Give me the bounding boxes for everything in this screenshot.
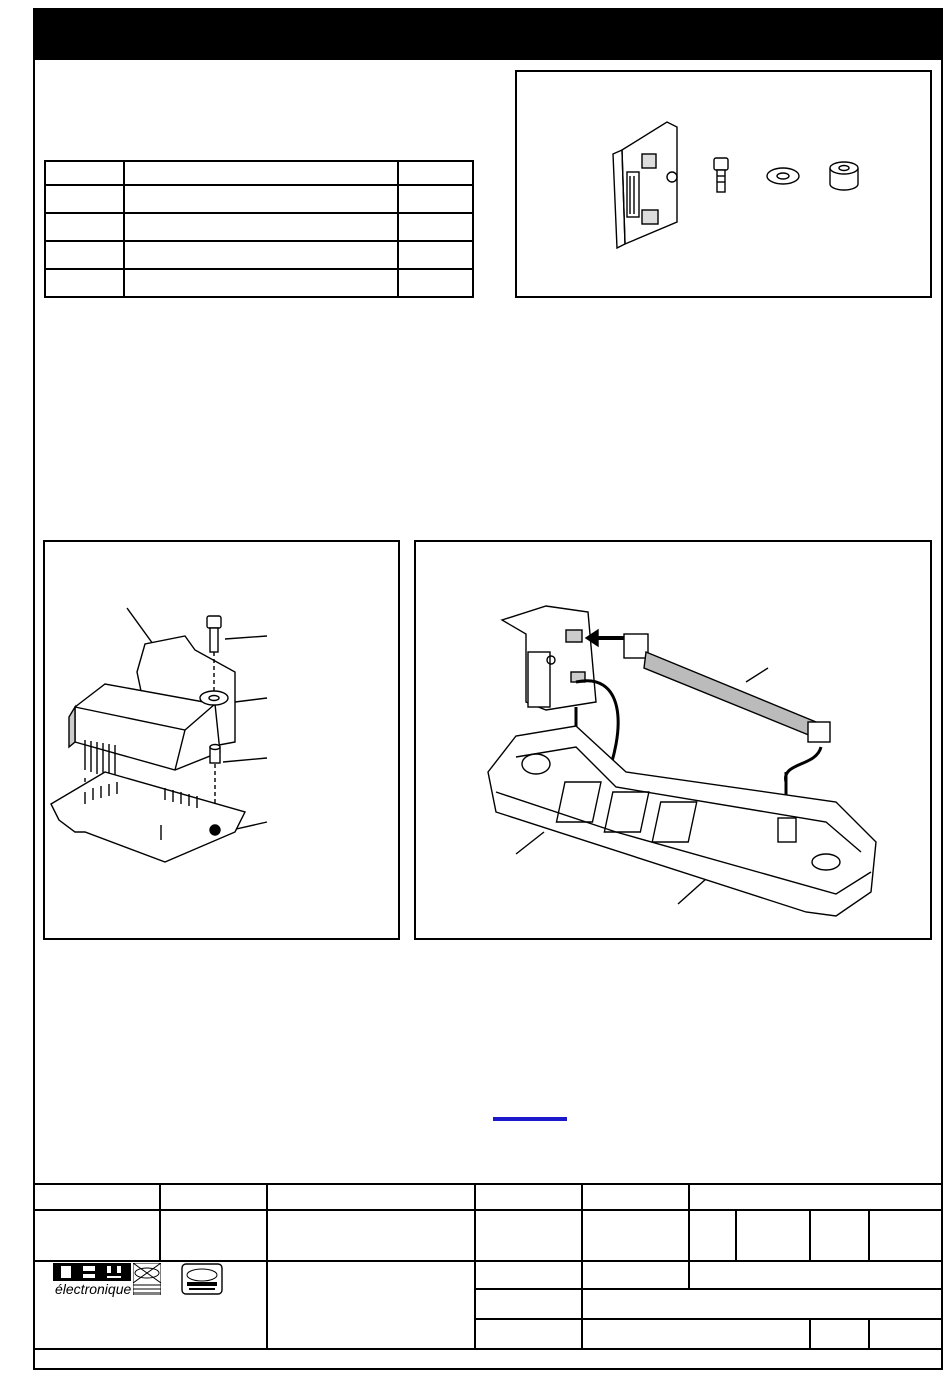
leader-line [127, 608, 153, 644]
table-column-divider [397, 162, 399, 296]
title-block-divider [735, 1209, 737, 1260]
atom-logo-icon [133, 1263, 161, 1295]
title-block-line [33, 1183, 943, 1185]
leader-line [225, 636, 267, 639]
kit-contents-drawing [517, 72, 930, 296]
jay-logo-mark [53, 1263, 131, 1281]
tuv-certification-badge [181, 1263, 223, 1295]
table-row [46, 268, 472, 270]
title-block-divider [868, 1209, 870, 1260]
title-block-divider [809, 1209, 811, 1260]
header-bar [33, 8, 943, 60]
receiver-board-icon [613, 122, 677, 248]
receiver-board-icon [502, 606, 596, 710]
table-row [46, 212, 472, 214]
leader-line [223, 758, 267, 762]
table-column-divider [123, 162, 125, 296]
title-block-divider [266, 1183, 268, 1348]
title-block-divider [581, 1183, 583, 1348]
title-block-line [33, 1260, 943, 1262]
title-block-divider [159, 1183, 161, 1260]
washer-icon [767, 168, 799, 184]
board-assembly-figure [43, 540, 400, 940]
housing-assembly-figure [414, 540, 932, 940]
title-block-line [474, 1318, 943, 1320]
title-block-line [33, 1348, 943, 1350]
leader-line [746, 668, 768, 682]
board-assembly-drawing [45, 542, 398, 938]
title-block-divider [688, 1183, 690, 1288]
parts-table [44, 160, 474, 298]
title-block-divider [868, 1318, 870, 1348]
title-block-line [33, 1209, 943, 1211]
leader-line [235, 698, 267, 702]
leader-line [516, 832, 544, 854]
washer-icon [200, 691, 228, 705]
title-block-line [474, 1288, 943, 1290]
ribbon-cable [624, 634, 830, 742]
table-row [46, 240, 472, 242]
spacer-icon [830, 162, 858, 190]
company-logo [53, 1263, 163, 1303]
kit-contents-box [515, 70, 932, 298]
screw-icon [714, 158, 728, 192]
title-block-divider [474, 1183, 476, 1348]
screw-icon [207, 616, 221, 652]
link-underline[interactable] [493, 1117, 567, 1121]
title-block [33, 1183, 943, 1370]
table-row [46, 184, 472, 186]
title-block-divider [809, 1318, 811, 1348]
spacer-icon [210, 745, 220, 764]
housing-assembly-drawing [416, 542, 930, 938]
logo-subtitle: électronique [55, 1281, 132, 1297]
